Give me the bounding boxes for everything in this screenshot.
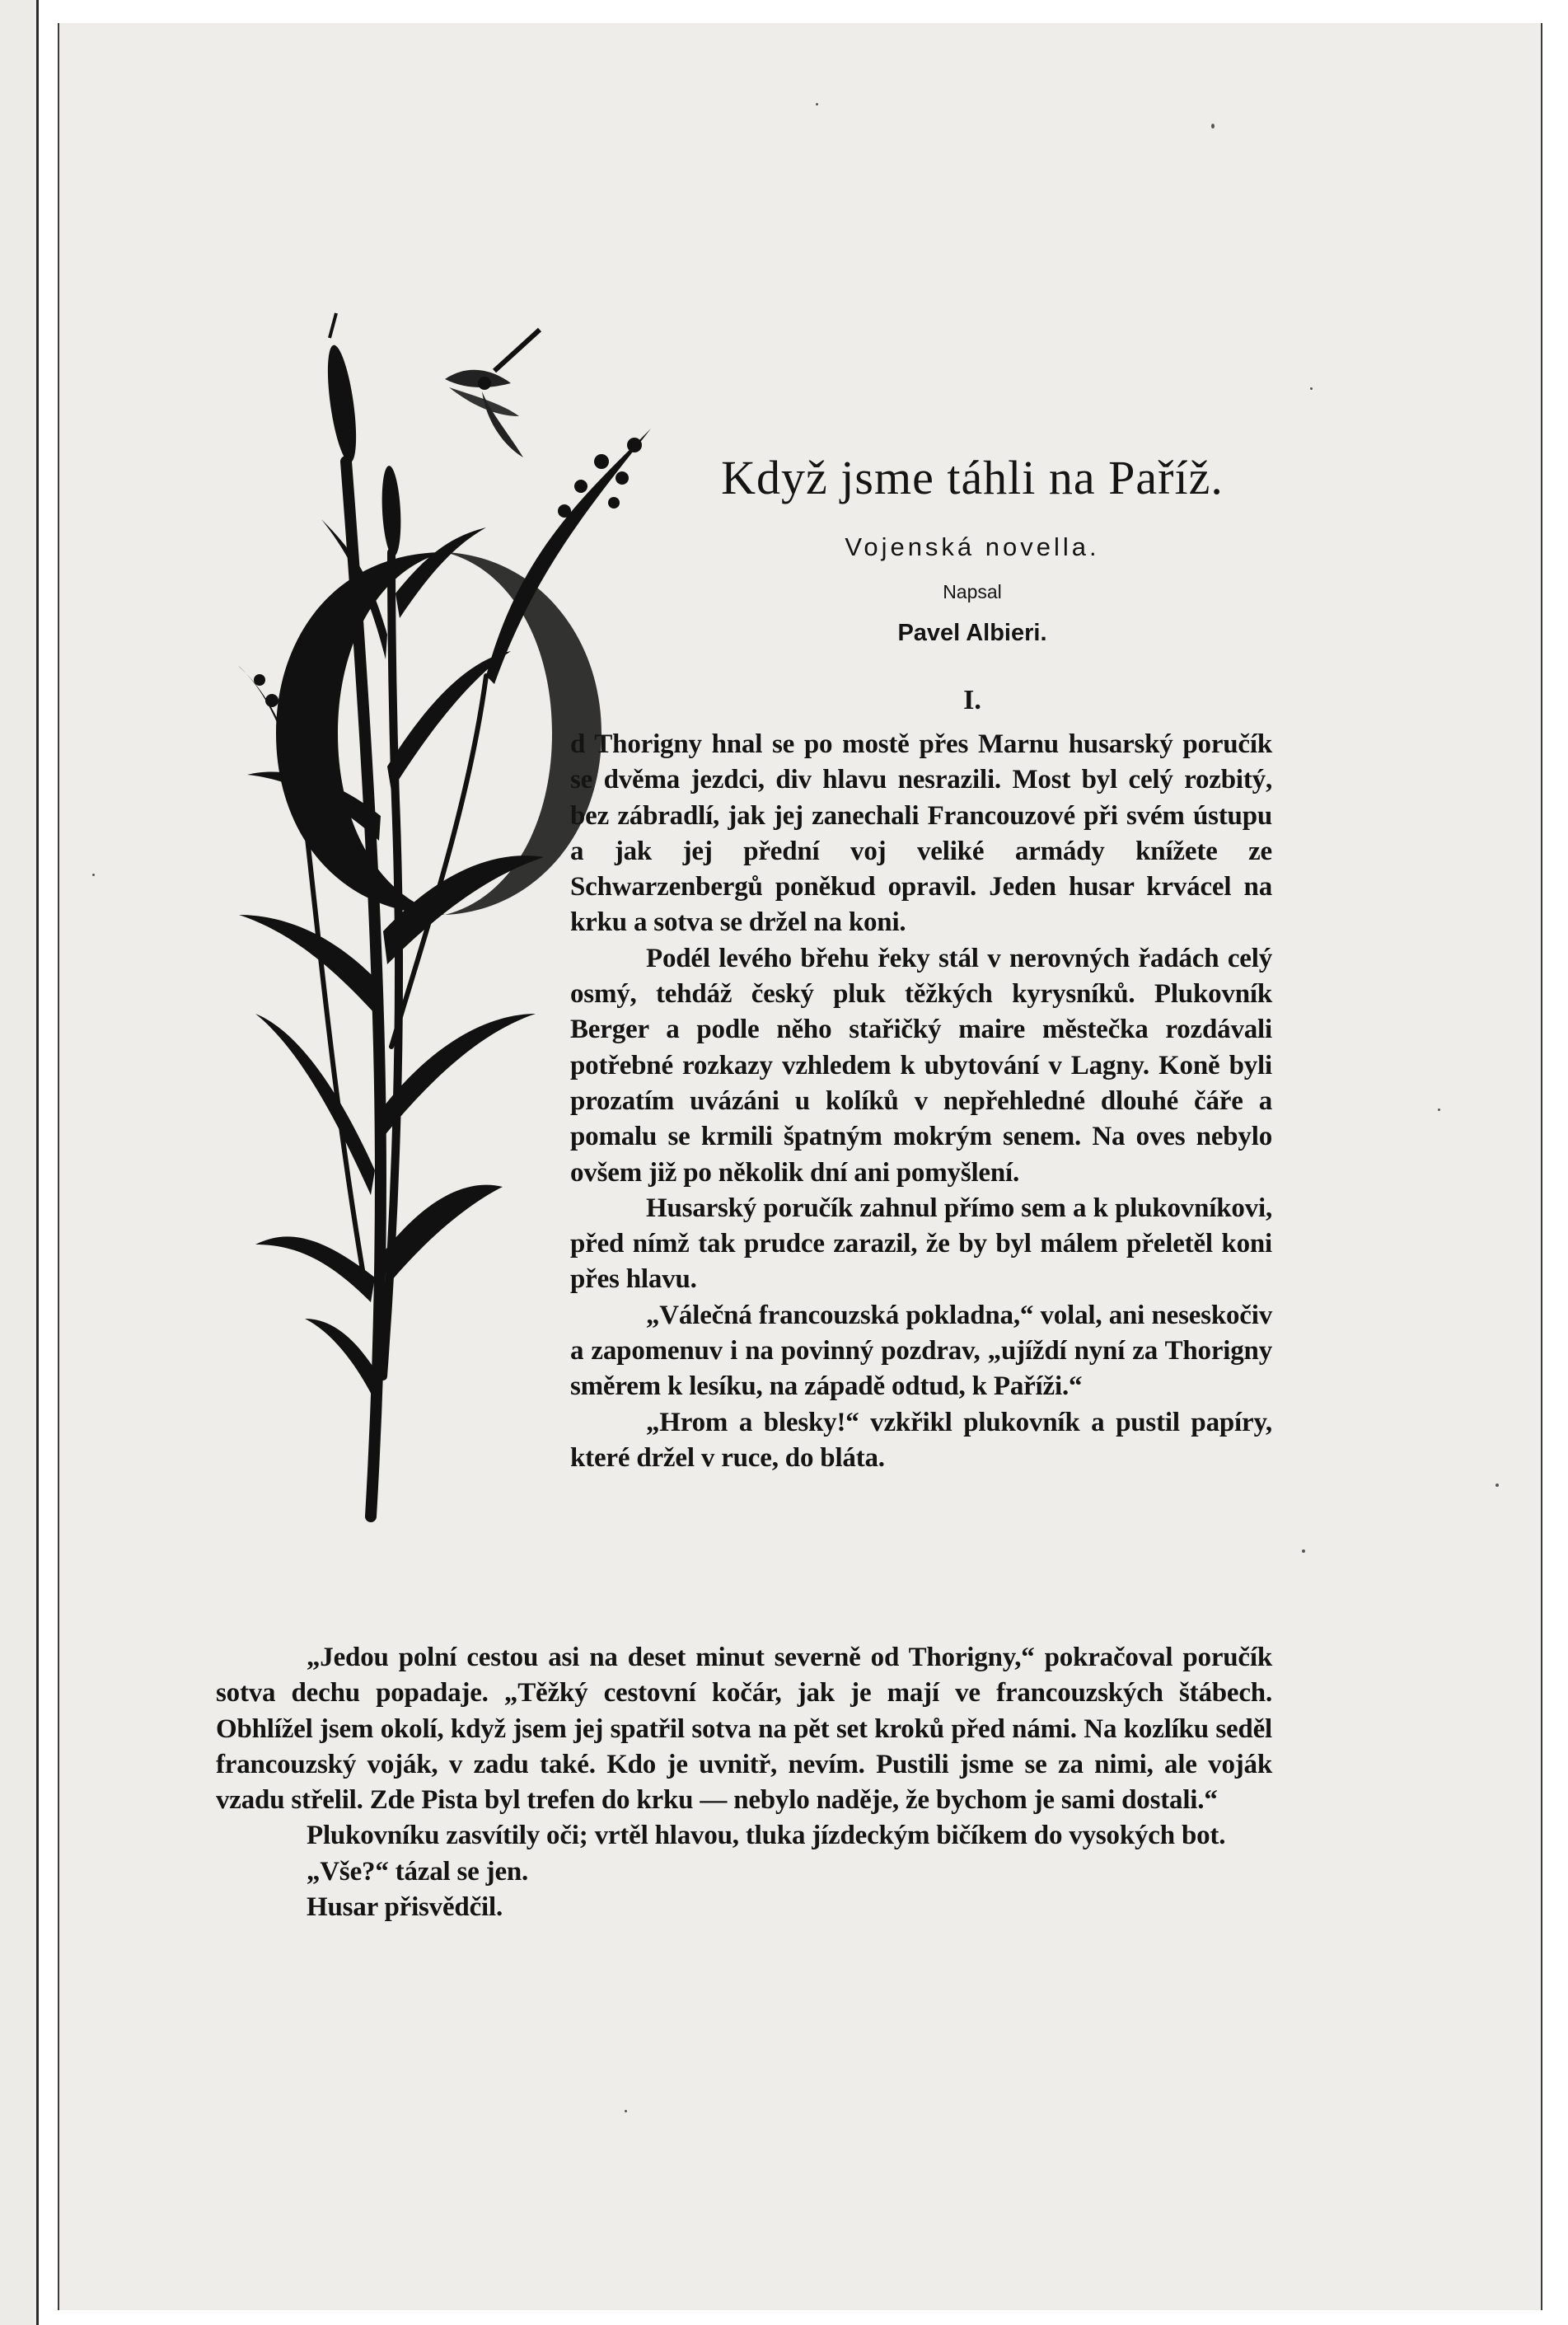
article-subtitle: Vojenská novella. [845,532,1100,561]
paragraph: Husarský poručík zahnul přímo sem a k plukovníkovi, před nímž tak prudce zarazil, že by byl málem přeletěl koni přes hlavu. [570,1193,1272,1295]
body-text-narrow-column [570,727,1272,1476]
body-text-wide-column [216,1640,1272,1925]
previous-page-edge [0,0,39,2325]
paragraph: „Jedou polní cestou asi na deset minut severně od Thorigny,“ pokračoval poručík sotva dechu popadaje. „Těžký cestovní kočár, jak je mají ve francouzských štábech. Obhlížel jsem okolí, když jsem jej spatřil sotva na pět set kroků před námi. Na kozlíku seděl francouzský voják, v zadu také. Kdo je uvnitř, nevím. Pustili jsme se za nimi, ale voják vzadu střelil. Zde Pista byl trefen do krku — nebylo naděje, že bychom je sami dostali.“ [216,1643,1272,1816]
paragraph: „Hrom a blesky!“ vzkřikl plukovník a pustil papíry, které držel v ruce, do bláta. [570,1407,1272,1473]
author-name: Pavel Albieri. [897,620,1047,646]
initial-letter-o [276,552,601,915]
paragraph: Podél levého břehu řeky stál v nerovných řadách celý osmý, tehdáž český pluk těžkých kyrysníků. Plukovník Berger a podle něho stařičký maire městečka rozdávali potřebné rozkazy vzhledem k ubytování v Lagny. Koně byli prozatím uvázáni u kolíků v nepřehledné dlouhé čáře a pomalu se krmili špatným mokrým senem. Na oves nebylo ovšem již po několik dní ani pomyšlení. [570,943,1272,1188]
paragraph: Plukovníku zasvítily oči; vrtěl hlavou, tluka jízdeckým bičíkem do vysokých bot. [307,1821,1226,1851]
dragonfly-icon [445,330,540,457]
byline-label: Napsal [943,581,1002,602]
article-title: Když jsme táhli na Paříž. [721,451,1224,504]
article-heading [651,445,1294,717]
paragraph: d Thorigny hnal se po mostě přes Marnu husarský poručík se dvěma jezdci, div hlavu nesrazili. Most byl celý rozbitý, bez zábradlí, jak jej zanechali Francouzové při svém ústupu a jak jej přední voj veliké armády knížete ze Schwarzenbergů poněkud opravil. Jeden husar krvácel na krku a sotva se držel na koni. [570,729,1272,938]
paragraph: „Vše?“ tázal se jen. [307,1856,529,1887]
paragraph: Husar přisvědčil. [307,1892,503,1923]
paragraph: „Válečná francouzská pokladna,“ volal, ani neseskočiv a zapomenuv i na povinný pozdrav, „ujíždí nyní za Thorigny směrem k lesíku, na západě odtud, k Paříži.“ [570,1300,1272,1402]
cattail-icon [322,313,403,557]
chapter-number: I. [963,685,981,715]
